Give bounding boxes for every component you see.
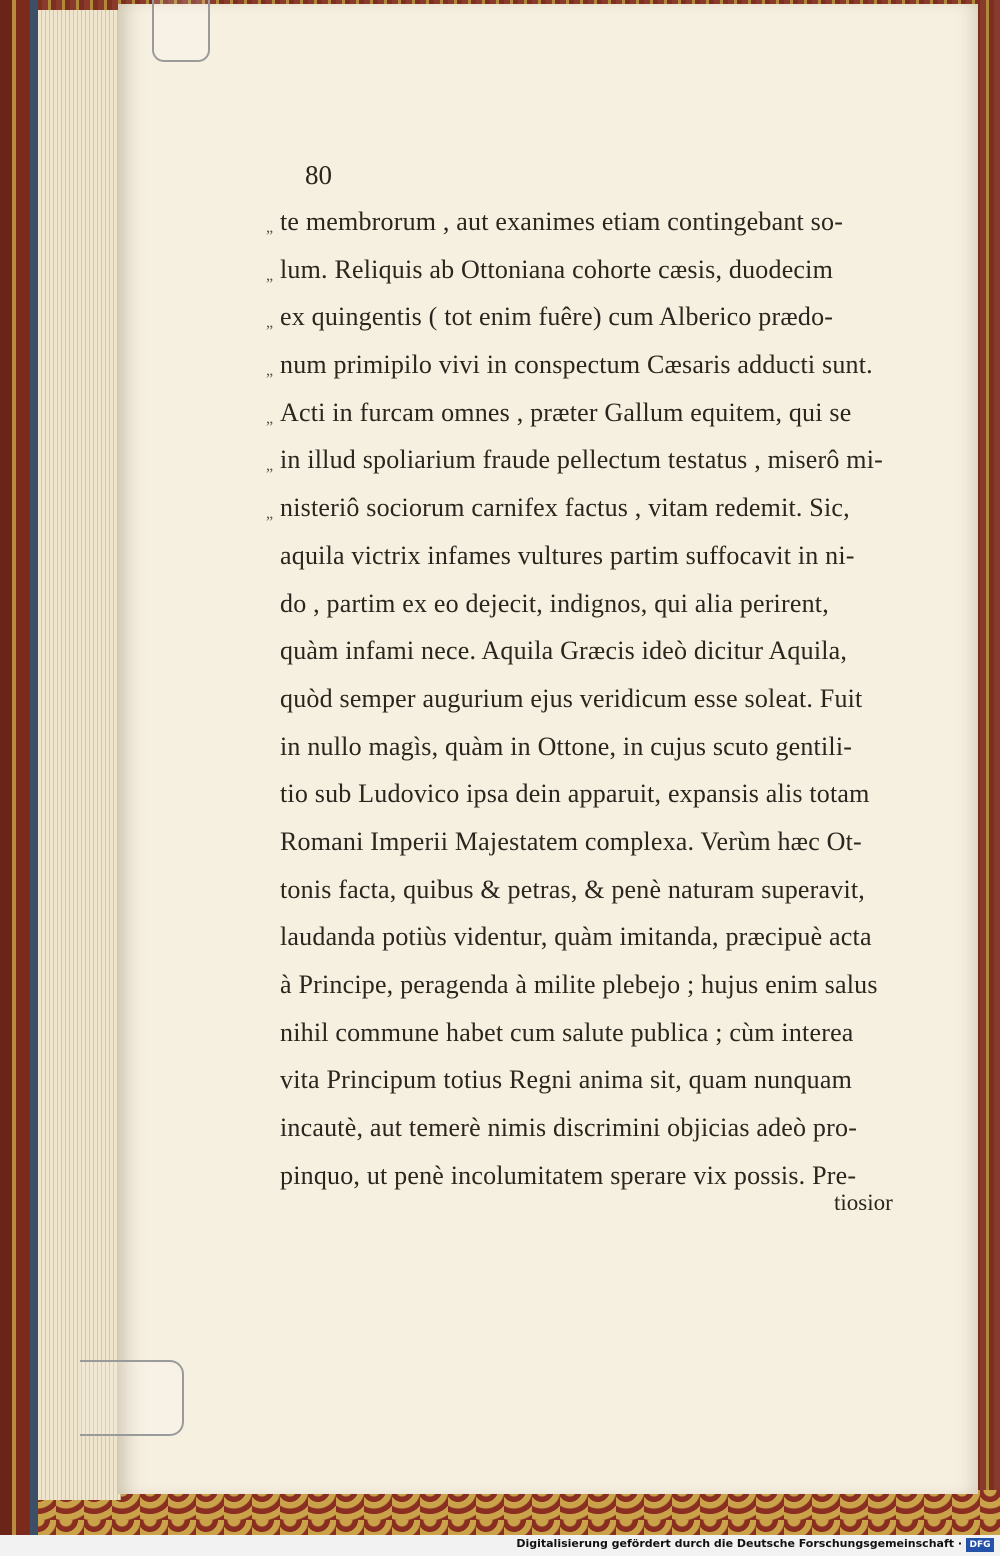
line-text: vita Principum totius Regni anima sit, quam nunquam	[280, 1065, 853, 1095]
line-text: à Principe, peragenda à milite plebejo ; hujus enim salus	[280, 970, 878, 999]
line-text: quàm infami nece. Aquila Græcis ideò dicitur Aquila,	[280, 636, 848, 666]
line-text: ex quingentis ( tot enim fuêre) cum Alberico prædo-	[280, 302, 834, 332]
text-line	[272, 1104, 940, 1152]
text-line	[272, 627, 940, 675]
page-number: 80	[305, 160, 332, 190]
line-text: do , partim ex eo dejecit, indignos, qui alia perirent,	[280, 588, 829, 618]
catchword: tiosior	[834, 1190, 893, 1215]
text-line	[272, 580, 940, 628]
line-text: Acti in furcam omnes , præter Gallum equitem, qui se	[280, 397, 852, 427]
quote-mark: „	[266, 409, 274, 427]
quote-mark: „	[266, 314, 274, 332]
line-text: tonis facta, quibus & petras, & penè naturam superavit,	[280, 874, 866, 904]
text-line	[266, 198, 940, 246]
line-text: lum. Reliquis ab Ottoniana cohorte cæsis, duodecim	[280, 254, 834, 284]
text-line	[266, 341, 940, 389]
text-line	[272, 818, 940, 866]
page-stack	[38, 10, 121, 1500]
line-text: in illud spoliarium fraude pellectum testatus , miserô mi-	[280, 445, 883, 475]
text-line	[266, 389, 940, 437]
text-line	[272, 675, 940, 723]
footer-bar	[0, 1535, 1000, 1556]
text-line	[266, 246, 940, 294]
text-line	[272, 532, 940, 580]
quote-mark: „	[266, 219, 274, 236]
line-text: pinquo, ut penè incolumitatem sperare vix possis. Pre-	[280, 1160, 857, 1190]
quote-mark: „	[266, 362, 274, 380]
line-text: te membrorum , aut exanimes etiam contingebant so-	[280, 207, 844, 236]
text-line	[266, 293, 940, 341]
text-line	[272, 1009, 940, 1057]
line-text: nihil commune habet cum salute publica ; cùm interea	[280, 1017, 854, 1047]
text-line	[266, 436, 940, 484]
text-line	[272, 1056, 940, 1104]
line-text: num primipilo vivi in conspectum Cæsaris adducti sunt.	[280, 350, 873, 380]
text-line	[272, 770, 940, 818]
line-text: Romani Imperii Majestatem complexa. Verùm hæc Ot-	[280, 826, 862, 856]
dfg-logo: DFG	[966, 1538, 994, 1552]
line-text: in nullo magìs, quàm in Ottone, in cujus scuto gentili-	[280, 731, 853, 761]
text-line	[272, 866, 940, 914]
line-text: incautè, aut temerè nimis discrimini objicias adeò pro-	[280, 1113, 858, 1143]
line-text: tio sub Ludovico ipsa dein apparuit, expansis alis totam	[280, 779, 870, 809]
body-text	[266, 198, 940, 1199]
line-text: aquila victrix infames vultures partim suffocavit in ni-	[280, 540, 855, 570]
footer-credit: Digitalisierung gefördert durch die Deutsche Forschungsgemeinschaft ·	[516, 1537, 962, 1550]
text-line	[266, 484, 940, 532]
line-text: laudanda potiùs videntur, quàm imitanda, præcipuè acta	[280, 922, 872, 952]
scan-clip-bottom	[80, 1360, 184, 1436]
line-text: quòd semper augurium ejus veridicum esse soleat. Fuit	[280, 683, 863, 713]
gilt-bottom-edge	[0, 1490, 1000, 1535]
binding-spine	[0, 0, 38, 1535]
quote-mark: „	[266, 457, 274, 475]
text-line	[272, 913, 940, 961]
line-text: nisteriô sociorum carnifex factus , vitam redemit. Sic,	[280, 493, 850, 523]
quote-mark: „	[266, 266, 274, 284]
scan-clip-top	[152, 0, 210, 62]
quote-mark: „	[266, 505, 274, 523]
text-line	[272, 961, 940, 1009]
text-line	[272, 723, 940, 771]
